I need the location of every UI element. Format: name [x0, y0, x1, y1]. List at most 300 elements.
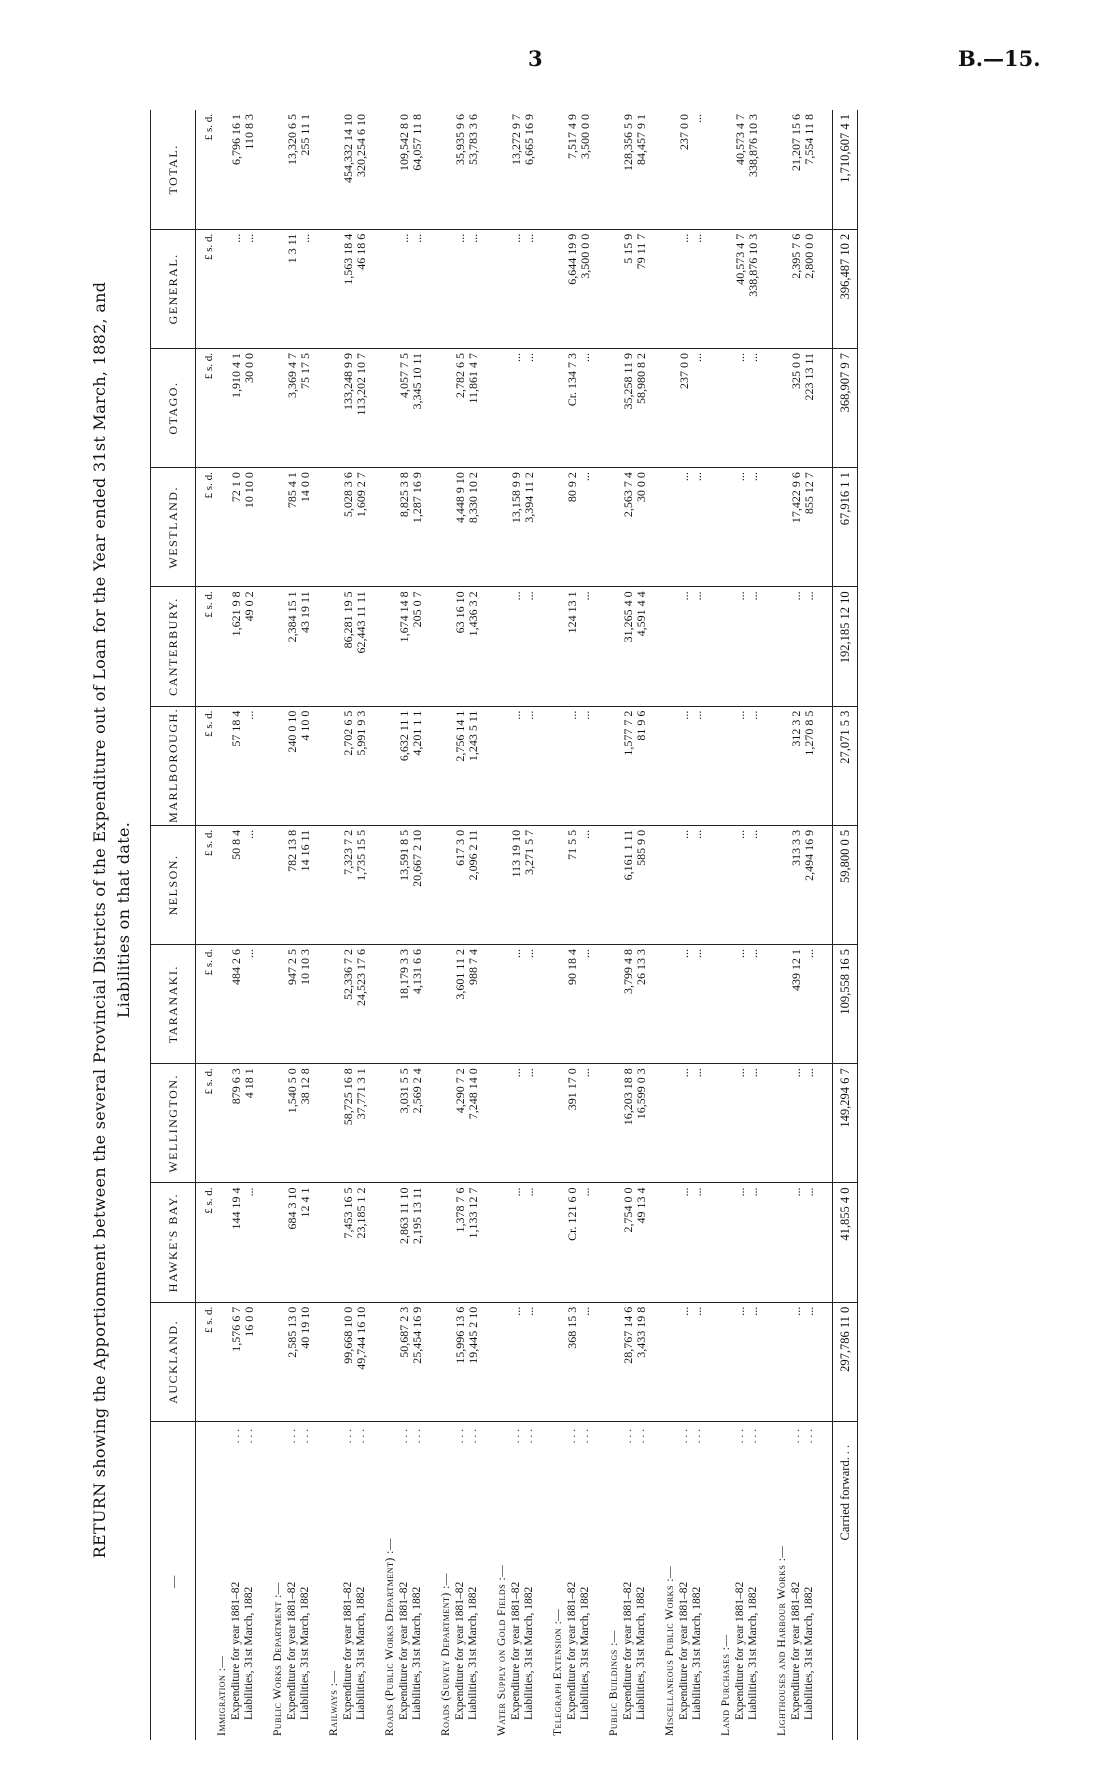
leader-dots: ... [566, 1425, 578, 1444]
empty-cell [760, 348, 776, 467]
empty-cell [608, 706, 622, 825]
empty-cell [664, 468, 678, 587]
amount-cell: 49 0 2 [243, 587, 256, 706]
spacer-row [424, 110, 440, 1740]
amount-cell: 16 0 0 [243, 1302, 256, 1421]
amount-cell: 86,281 19 5 [342, 587, 355, 706]
unit-label: £ s. d. [196, 110, 217, 229]
amount-cell: 16,203 18 8 [622, 1064, 635, 1183]
amount-cell: ... [510, 348, 523, 467]
leader-dots: ... [299, 1425, 311, 1444]
empty-cell [368, 229, 384, 348]
section-heading: Telegraph Extension :— [552, 1608, 564, 1736]
amount-cell: 1,287 16 9 [411, 468, 424, 587]
section-heading: Land Purchases :— [720, 1634, 732, 1736]
carried-forward-row [833, 110, 858, 1740]
row-label-text: Liabilities, 31st March, 1882 [523, 1586, 535, 1720]
amount-cell: ... [523, 348, 536, 467]
amount-cell: ... [734, 587, 747, 706]
amount-cell: 2,195 13 11 [411, 1183, 424, 1302]
empty-cell [496, 1302, 510, 1421]
leader-dots: ... [523, 1425, 535, 1444]
total-amount-cell: 109,558 16 5 [833, 945, 858, 1064]
empty-cell [368, 468, 384, 587]
table-row [243, 110, 256, 1740]
amount-cell: 3,799 4 8 [622, 945, 635, 1064]
apportionment-table [150, 110, 858, 1740]
amount-cell: ... [579, 1302, 592, 1421]
amount-cell: ... [691, 1302, 704, 1421]
empty-cell [776, 1064, 790, 1183]
row-label-text: Expenditure for year 1881–82 [566, 1581, 578, 1720]
empty-cell [216, 348, 230, 467]
empty-cell [592, 1183, 608, 1302]
amount-cell: 10 10 0 [243, 468, 256, 587]
empty-cell [312, 229, 328, 348]
unit-label: £ s. d. [196, 1183, 217, 1302]
empty-cell [720, 1064, 734, 1183]
amount-cell: 2,384 15 1 [286, 587, 299, 706]
empty-cell [552, 468, 566, 587]
leader-dots: ... [635, 1425, 647, 1444]
amount-cell: ... [678, 1064, 691, 1183]
amount-cell: ... [398, 229, 411, 348]
amount-cell: ... [803, 945, 816, 1064]
empty-cell [368, 587, 384, 706]
amount-cell: 50,687 2 3 [398, 1302, 411, 1421]
amount-cell: 4,057 7 5 [398, 348, 411, 467]
amount-cell: 2,863 11 10 [398, 1183, 411, 1302]
empty-cell [312, 1302, 328, 1421]
amount-cell: 23,185 1 2 [355, 1183, 368, 1302]
amount-cell: 71 5 5 [566, 825, 579, 944]
amount-cell: 1,563 18 4 [342, 229, 355, 348]
amount-cell: ... [678, 825, 691, 944]
empty-cell [776, 1302, 790, 1421]
empty-cell [384, 1183, 398, 1302]
amount-cell: 1,735 15 5 [355, 825, 368, 944]
amount-cell: 237 0 0 [678, 110, 691, 229]
header-district: WESTLAND. [151, 468, 196, 587]
amount-cell: 2,563 7 4 [622, 468, 635, 587]
empty-cell [720, 1302, 734, 1421]
empty-cell [424, 229, 440, 348]
empty-cell [816, 1421, 833, 1740]
amount-cell: 5,991 9 3 [355, 706, 368, 825]
amount-cell: 30 0 0 [243, 348, 256, 467]
empty-cell [552, 110, 566, 229]
amount-cell: 58,980 8 2 [635, 348, 648, 467]
row-label [622, 1421, 635, 1740]
empty-cell [664, 1183, 678, 1302]
header-district: AUCKLAND. [151, 1302, 196, 1421]
amount-cell: 4,201 1 1 [411, 706, 424, 825]
empty-cell [440, 468, 454, 587]
empty-cell [720, 706, 734, 825]
total-amount-cell: 368,907 9 7 [833, 348, 858, 467]
empty-cell [552, 348, 566, 467]
empty-cell [272, 1064, 286, 1183]
row-label [734, 1421, 747, 1740]
empty-cell [480, 1183, 496, 1302]
empty-cell [776, 110, 790, 229]
empty-cell [496, 110, 510, 229]
amount-cell: 17,422 9 6 [790, 468, 803, 587]
empty-cell [816, 587, 833, 706]
table-row [635, 110, 648, 1740]
amount-cell: 72 1 0 [230, 468, 243, 587]
empty-cell [536, 468, 552, 587]
carried-forward-label [833, 1421, 858, 1740]
empty-cell [440, 587, 454, 706]
row-label-text: Liabilities, 31st March, 1882 [299, 1586, 311, 1720]
row-label [510, 1421, 523, 1740]
empty-cell [328, 468, 342, 587]
amount-cell: 1,577 7 2 [622, 706, 635, 825]
amount-cell: 223 13 11 [803, 348, 816, 467]
amount-cell: ... [803, 1064, 816, 1183]
empty-cell [312, 587, 328, 706]
amount-cell: 21,207 15 6 [790, 110, 803, 229]
empty-cell [384, 110, 398, 229]
empty-cell [496, 825, 510, 944]
header-district: GENERAL. [151, 229, 196, 348]
amount-cell: 13,320 6 5 [286, 110, 299, 229]
amount-cell: 4 18 1 [243, 1064, 256, 1183]
empty-cell [328, 348, 342, 467]
row-label [579, 1421, 592, 1740]
empty-cell [816, 1064, 833, 1183]
empty-cell [704, 1302, 720, 1421]
amount-cell: 255 11 1 [299, 110, 312, 229]
table-row [467, 110, 480, 1740]
total-amount-cell: 1,710,607 4 1 [833, 110, 858, 229]
empty-cell [592, 110, 608, 229]
amount-cell: 338,876 10 3 [747, 110, 760, 229]
leader-dots: ... [790, 1425, 802, 1444]
document-code: B.—15. [958, 46, 1041, 71]
amount-cell: 52,336 7 2 [342, 945, 355, 1064]
table-row [411, 110, 424, 1740]
section-heading: Water Supply on Gold Fields :— [496, 1564, 508, 1736]
empty-cell [536, 1183, 552, 1302]
empty-cell [496, 945, 510, 1064]
empty-cell [216, 1302, 230, 1421]
row-label [790, 1421, 803, 1740]
spacer-row [368, 110, 384, 1740]
amount-cell: 14 16 11 [299, 825, 312, 944]
amount-cell: 124 13 1 [566, 587, 579, 706]
empty-cell [368, 706, 384, 825]
empty-cell [256, 706, 272, 825]
empty-cell [384, 587, 398, 706]
header-district: OTAGO. [151, 348, 196, 467]
section-heading-row [272, 110, 286, 1740]
empty-cell [608, 1302, 622, 1421]
row-label-text: Expenditure for year 1881–82 [286, 1581, 298, 1720]
amount-cell: 40,573 4 7 [734, 110, 747, 229]
total-amount-cell: 396,487 10 2 [833, 229, 858, 348]
amount-cell: 50 8 4 [230, 825, 243, 944]
section-heading: Roads (Public Works Department) :— [384, 1538, 396, 1736]
amount-cell: ... [691, 1064, 704, 1183]
leader-dots: ... [342, 1425, 354, 1444]
empty-cell [424, 468, 440, 587]
amount-cell: 37,771 3 1 [355, 1064, 368, 1183]
leader-dots: ... [691, 1425, 703, 1444]
empty-cell [608, 110, 622, 229]
empty-cell [776, 587, 790, 706]
section-heading-row [552, 110, 566, 1740]
amount-cell: ... [566, 706, 579, 825]
empty-cell [760, 1421, 776, 1740]
amount-cell: 1,378 7 6 [454, 1183, 467, 1302]
empty-cell [496, 229, 510, 348]
empty-cell [664, 348, 678, 467]
row-label-text: Liabilities, 31st March, 1882 [579, 1586, 591, 1720]
empty-cell [496, 1064, 510, 1183]
amount-cell: ... [691, 587, 704, 706]
empty-cell [704, 468, 720, 587]
amount-cell: 24,523 17 6 [355, 945, 368, 1064]
section-heading-row [776, 110, 790, 1740]
amount-cell: ... [747, 945, 760, 1064]
leader-dots: ... [454, 1425, 466, 1444]
empty-cell [536, 587, 552, 706]
amount-cell: ... [510, 1183, 523, 1302]
amount-cell: 312 3 2 [790, 706, 803, 825]
empty-cell [424, 1183, 440, 1302]
amount-cell: ... [523, 229, 536, 348]
amount-cell: ... [510, 1064, 523, 1183]
empty-cell [368, 1421, 384, 1740]
empty-cell [816, 1302, 833, 1421]
unit-label: £ s. d. [196, 1302, 217, 1421]
title-line-2: Liabilities on that date. [114, 821, 133, 1019]
amount-cell: ... [467, 229, 480, 348]
amount-cell: 99,668 10 0 [342, 1302, 355, 1421]
empty-cell [272, 229, 286, 348]
empty-cell [648, 229, 664, 348]
empty-cell [312, 825, 328, 944]
unit-label: £ s. d. [196, 825, 217, 944]
amount-cell: 49,744 16 10 [355, 1302, 368, 1421]
amount-cell: ... [678, 587, 691, 706]
amount-cell: 4 10 0 [299, 706, 312, 825]
empty-cell [552, 945, 566, 1064]
leader-dots: ... [467, 1425, 479, 1444]
unit-label: £ s. d. [196, 468, 217, 587]
amount-cell: ... [691, 706, 704, 825]
amount-cell: ... [691, 825, 704, 944]
empty-cell [816, 229, 833, 348]
empty-cell [216, 1183, 230, 1302]
amount-cell: ... [579, 468, 592, 587]
empty-cell [440, 348, 454, 467]
empty-cell [312, 1183, 328, 1302]
leader-dots: ... [243, 1425, 255, 1444]
empty-cell [480, 110, 496, 229]
amount-cell: ... [523, 587, 536, 706]
empty-cell [552, 587, 566, 706]
empty-cell [368, 945, 384, 1064]
amount-cell: 6,632 11 1 [398, 706, 411, 825]
amount-cell: 16,599 0 3 [635, 1064, 648, 1183]
table-row [691, 110, 704, 1740]
amount-cell: ... [579, 348, 592, 467]
section-heading-row [440, 110, 454, 1740]
empty-cell [592, 945, 608, 1064]
amount-cell: ... [803, 1183, 816, 1302]
table-row [355, 110, 368, 1740]
empty-cell [424, 1421, 440, 1740]
section-heading: Public Works Department :— [272, 1582, 284, 1736]
amount-cell: 128,356 5 9 [622, 110, 635, 229]
amount-cell: ... [747, 825, 760, 944]
empty-cell [272, 1183, 286, 1302]
empty-cell [776, 1183, 790, 1302]
empty-cell [480, 348, 496, 467]
amount-cell: 38 12 8 [299, 1064, 312, 1183]
section-heading-row [664, 110, 678, 1740]
empty-cell [424, 348, 440, 467]
amount-cell: 2,754 0 0 [622, 1183, 635, 1302]
empty-cell [816, 348, 833, 467]
unit-blank [196, 1421, 217, 1740]
amount-cell: 368 15 3 [566, 1302, 579, 1421]
empty-cell [648, 706, 664, 825]
amount-cell: 3,601 11 2 [454, 945, 467, 1064]
empty-cell [216, 468, 230, 587]
amount-cell: 6,665 16 9 [523, 110, 536, 229]
amount-cell: ... [747, 348, 760, 467]
amount-cell: 205 0 7 [411, 587, 424, 706]
amount-cell: ... [579, 706, 592, 825]
amount-cell: ... [510, 229, 523, 348]
amount-cell: 1,243 5 11 [467, 706, 480, 825]
empty-cell [272, 706, 286, 825]
row-label-text: Expenditure for year 1881–82 [230, 1581, 242, 1720]
empty-cell [536, 825, 552, 944]
amount-cell: 30 0 0 [635, 468, 648, 587]
amount-cell: ... [523, 1183, 536, 1302]
header-description: — [151, 1421, 196, 1740]
amount-cell: ... [510, 587, 523, 706]
table-row [523, 110, 536, 1740]
amount-cell: ... [691, 348, 704, 467]
empty-cell [384, 1302, 398, 1421]
empty-cell [312, 1421, 328, 1740]
amount-cell: 3,394 11 2 [523, 468, 536, 587]
empty-cell [312, 348, 328, 467]
amount-cell: ... [678, 229, 691, 348]
empty-cell [704, 229, 720, 348]
row-label [803, 1421, 816, 1740]
empty-cell [648, 587, 664, 706]
empty-cell [648, 110, 664, 229]
empty-cell [720, 825, 734, 944]
empty-cell [312, 1064, 328, 1183]
empty-cell [648, 1064, 664, 1183]
empty-cell [720, 1183, 734, 1302]
amount-cell: 110 8 3 [243, 110, 256, 229]
section-heading: Miscellaneous Public Works :— [664, 1566, 676, 1736]
amount-cell: 31,265 4 0 [622, 587, 635, 706]
empty-cell [216, 706, 230, 825]
apportionment-table-wrapper [150, 110, 858, 1740]
empty-cell [552, 706, 566, 825]
row-label-text: Liabilities, 31st March, 1882 [467, 1586, 479, 1720]
table-row [299, 110, 312, 1740]
empty-cell [760, 229, 776, 348]
leader-dots: ... [355, 1425, 367, 1444]
unit-label: £ s. d. [196, 1064, 217, 1183]
empty-cell [648, 945, 664, 1064]
empty-cell [776, 229, 790, 348]
empty-cell [608, 825, 622, 944]
amount-cell: 585 9 0 [635, 825, 648, 944]
empty-cell [536, 1064, 552, 1183]
empty-cell [552, 825, 566, 944]
amount-cell: ... [734, 945, 747, 1064]
amount-cell: 46 18 6 [355, 229, 368, 348]
empty-cell [536, 348, 552, 467]
section-heading-row [328, 110, 342, 1740]
empty-cell [440, 945, 454, 1064]
amount-cell: 6,644 19 9 [566, 229, 579, 348]
leader-dots: ... [411, 1425, 423, 1444]
amount-cell: 80 9 2 [566, 468, 579, 587]
section-heading-row [216, 110, 230, 1740]
empty-cell [368, 825, 384, 944]
amount-cell: ... [691, 229, 704, 348]
return-title [88, 100, 136, 1740]
empty-cell [480, 587, 496, 706]
spacer-row [312, 110, 328, 1740]
empty-cell [328, 1183, 342, 1302]
amount-cell: ... [523, 1302, 536, 1421]
amount-cell: Cr. 134 7 3 [566, 348, 579, 467]
amount-cell: 7,517 4 9 [566, 110, 579, 229]
row-label [454, 1421, 467, 1740]
amount-cell: 20,667 2 10 [411, 825, 424, 944]
amount-cell: 3,369 4 7 [286, 348, 299, 467]
empty-cell [552, 1064, 566, 1183]
empty-cell [272, 945, 286, 1064]
section-heading-row [384, 110, 398, 1740]
amount-cell: ... [747, 1064, 760, 1183]
empty-cell [592, 587, 608, 706]
empty-cell [592, 825, 608, 944]
empty-cell [480, 945, 496, 1064]
row-label [635, 1421, 648, 1740]
section-heading: Public Buildings :— [608, 1630, 620, 1736]
amount-cell: 237 0 0 [678, 348, 691, 467]
amount-cell: 18,179 3 3 [398, 945, 411, 1064]
amount-cell: 3,500 0 0 [579, 110, 592, 229]
amount-cell: 28,767 14 6 [622, 1302, 635, 1421]
amount-cell: ... [691, 110, 704, 229]
amount-cell: 133,248 9 9 [342, 348, 355, 467]
empty-cell [664, 110, 678, 229]
empty-cell [440, 1183, 454, 1302]
empty-cell [760, 706, 776, 825]
amount-cell: 439 12 1 [790, 945, 803, 1064]
amount-cell: ... [747, 468, 760, 587]
header-district: WELLINGTON. [151, 1064, 196, 1183]
amount-cell: 43 19 11 [299, 587, 312, 706]
empty-cell [552, 1302, 566, 1421]
